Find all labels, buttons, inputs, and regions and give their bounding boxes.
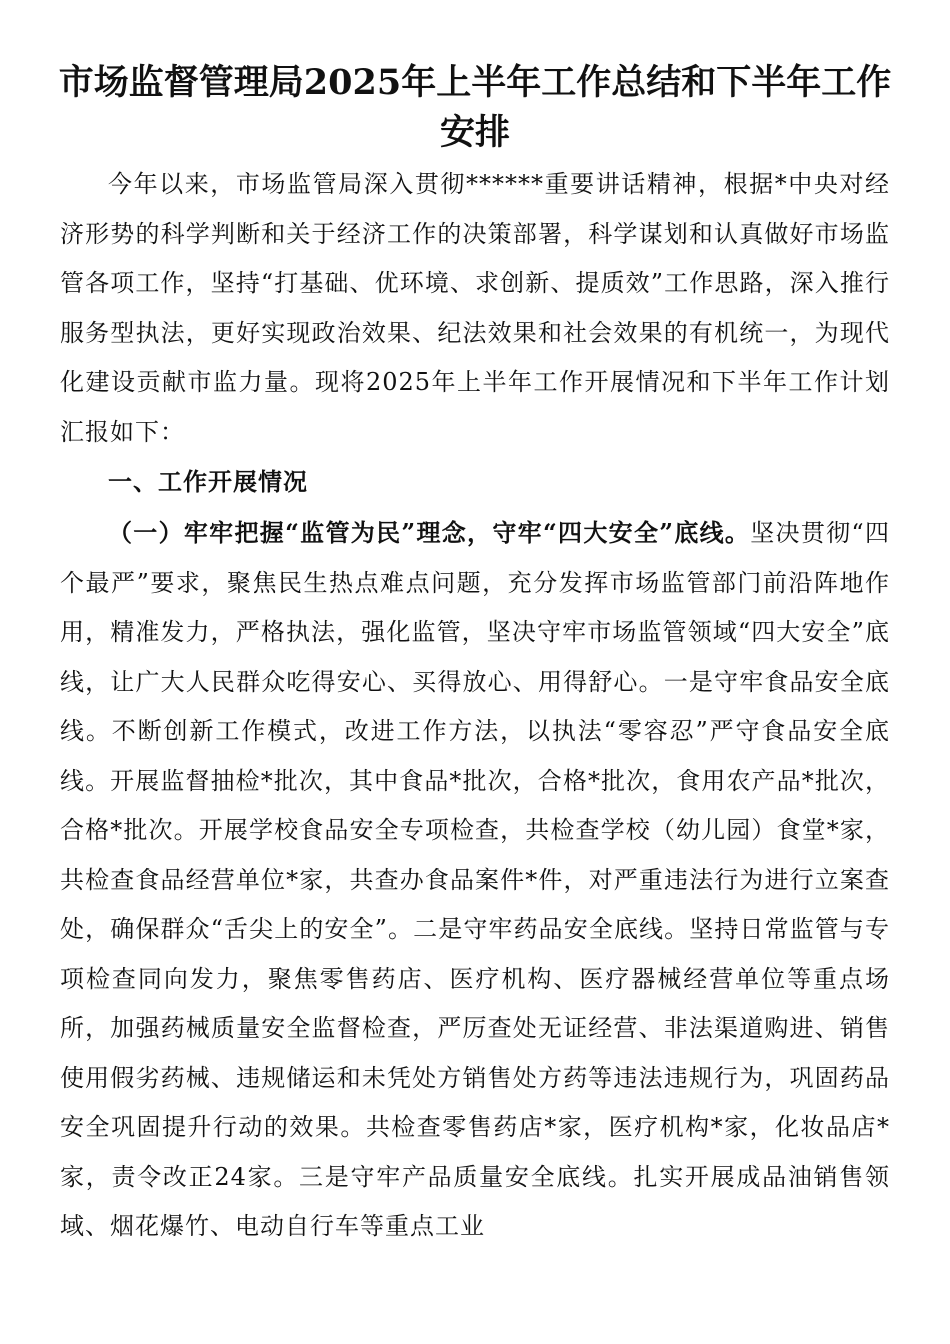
section-1-body: 坚决贯彻“四个最严”要求，聚焦民生热点难点问题，充分发挥市场监管部门前沿阵地作用，精准发力，严格执法，强化监管，坚决守牢市场监管领域“四大安全”底线，让广大人民群众吃得安心、买得放心、用得舒心。一是守牢食品安全底线。不断创新工作模式，改进工作方法，以执法“零容忍”严守食品安全底线。开展监督抽检*批次，其中食品*批次，合格*批次，食用农产品*批次，合格*批次。开展学校食品安全专项检查，共检查学校（幼儿园）食堂*家，共检查食品经营单位*家，共查办食品案件*件，对严重违法行为进行立案查处，确保群众“舌尖上的安全”。二是守牢药品安全底线。坚持日常监管与专项检查同向发力，聚焦零售药店、医疗机构、医疗器械经营单位等重点场所，加强药械质量安全监督检查，严厉查处无证经营、非法渠道购进、销售使用假劣药械、违规储运和未凭处方销售处方药等违法违规行为，巩固药品安全巩固提升行动的效果。共检查零售药店*家，医疗机构*家，化妆品店*家，责令改正24家。三是守牢产品质量安全底线。扎实开展成品油销售领域、烟花爆竹、电动自行车等重点工业 xyxy=(60,519,890,1240)
section-1-paragraph xyxy=(60,508,890,1252)
section-heading-work-progress: 一、工作开展情况 xyxy=(108,468,308,496)
section-1-lead: （一）牢牢把握“监管为民”理念，守牢“四大安全”底线。 xyxy=(108,518,751,547)
document-title: 市场监督管理局2025年上半年工作总结和下半年工作安排 xyxy=(58,62,892,153)
intro-paragraph: 今年以来，市场监管局深入贯彻******重要讲话精神，根据*中央对经济形势的科学判断和关于经济工作的决策部署，科学谋划和认真做好市场监管各项工作，坚持“打基础、优环境、求创新、提质效”工作思路，深入推行服务型执法，更好实现政治效果、纪法效果和社会效果的有机统一，为现代化建设贡献市监力量。现将2025年上半年工作开展情况和下半年工作计划汇报如下： xyxy=(60,170,890,446)
